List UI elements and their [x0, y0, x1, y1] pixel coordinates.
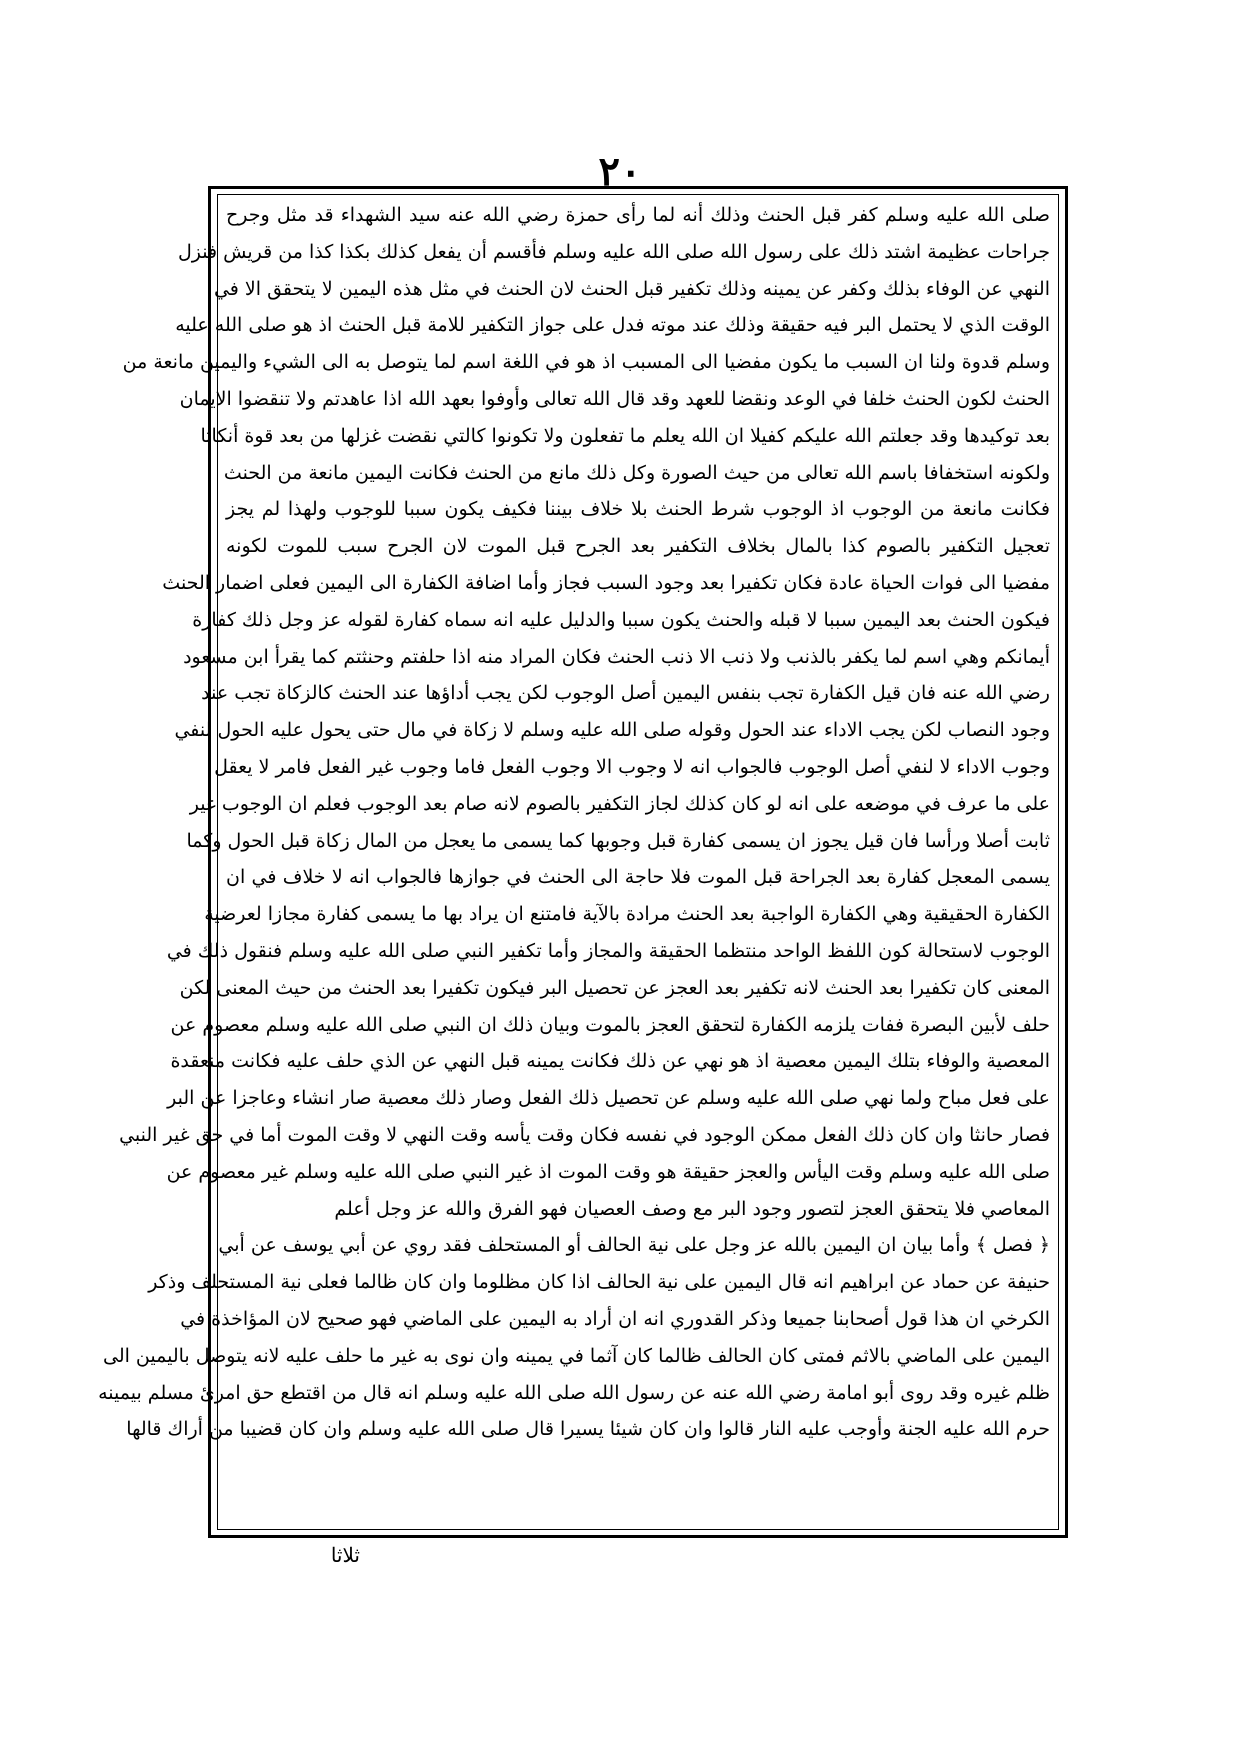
text-line: جراحات عظيمة اشتد ذلك على رسول الله صلى الله عليه وسلم فأقسم أن يفعل كذلك بكذا كذا من قريش فنزل	[178, 240, 1050, 263]
text-line: على ما عرف في موضعه على انه لو كان كذلك لجاز التكفير بالصوم لانه صام بعد الوجوب فعلم ان الوجوب غير	[189, 792, 1050, 815]
text-line: المعنى كان تكفيرا بعد الحنث لانه تكفير بعد العجز عن تحصيل البر فيكون تكفيرا بعد الحنث من حيث المعنى لكن	[179, 976, 1050, 999]
text-line: صلى الله عليه وسلم وقت اليأس والعجز حقيقة هو وقت الموت اذ غير النبي صلى الله عليه وسلم غير معصوم عن	[166, 1160, 1050, 1183]
text-line: وجود النصاب لكن يجب الاداء عند الحول وقوله صلى الله عليه وسلم لا زكاة في مال حتى يحول عليه الحول لنفي	[174, 719, 1050, 742]
text-line: ﴿ فصل ﴾ وأما بيان ان اليمين بالله عز وجل على نية الحالف أو المستحلف فقد روي عن أبي يوسف عن أبي	[218, 1234, 1050, 1257]
text-line: فصار حانثا وان كان ذلك الفعل ممكن الوجود في نفسه فكان وقت يأسه وقت النهي لا وقت الموت أما في حق غير النبي	[119, 1123, 1050, 1146]
text-line: فيكون الحنث بعد اليمين سببا لا قبله والحنث يكون سببا والدليل عليه انه سماه كفارة لقوله عز وجل ذلك كفارة	[192, 608, 1050, 631]
text-line: رضي الله عنه فان قيل الكفارة تجب بنفس اليمين أصل الوجوب لكن يجب أداؤها عند الحنث كالزكاة تجب عند	[201, 682, 1050, 705]
catchword: ثلاثا	[330, 1543, 360, 1567]
text-line: وجوب الاداء لا لنفي أصل الوجوب فالجواب انه لا وجوب الا وجوب الفعل فاما وجوب غير الفعل فامر لا يعقل	[214, 755, 1050, 778]
text-line: اليمين على الماضي بالاثم فمتى كان الحالف ظالما كان آثما في يمينه وان نوى به غير ما حلف عليه لانه يتوصل باليمين الى	[102, 1344, 1050, 1367]
text-line: حنيفة عن حماد عن ابراهيم انه قال اليمين على نية الحالف اذا كان مظلوما وان كان ظالما فعلى نية المستحلف وذكر	[148, 1271, 1050, 1294]
text-line: تعجيل التكفير بالصوم كذا بالمال بخلاف التكفير بعد الجرح قبل الموت لان الجرح سبب للموت لكونه	[226, 535, 1050, 558]
text-line: على فعل مباح ولما نهي صلى الله عليه وسلم عن تحصيل ذلك الفعل وصار ذلك معصية صار انشاء وعاجزا عن البر	[167, 1087, 1050, 1110]
text-line: الوجوب لاستحالة كون اللفظ الواحد منتظما الحقيقة والمجاز وأما تكفير النبي صلى الله عليه وسلم فنقول ذلك في	[166, 939, 1050, 962]
page-number: ٢٠	[598, 148, 642, 195]
text-block	[98, 194, 1059, 1530]
text-line: النهي عن الوفاء بذلك وكفر عن يمينه وذلك تكفير قبل الحنث لان الحنث في مثل هذه اليمين لا يتحقق الا في	[213, 277, 1050, 300]
text-line: مفضيا الى فوات الحياة عادة فكان تكفيرا بعد وجود السبب فجاز وأما اضافة الكفارة الى اليمين فعلى اضمار الحنث	[162, 571, 1050, 594]
text-line: المعصية والوفاء بتلك اليمين معصية اذ هو نهي عن ذلك فكانت يمينه قبل النهي عن الذي حلف عليه فكانت منعقدة	[170, 1050, 1050, 1073]
text-line: يسمى المعجل كفارة بعد الجراحة قبل الموت فلا حاجة الى الحنث في جوازها فالجواب انه لا خلاف في ان	[226, 866, 1050, 889]
text-line: فكانت مانعة من الوجوب اذ الوجوب شرط الحنث بلا خلاف بيننا فكيف يكون سببا للوجوب ولهذا لم يجز	[226, 498, 1050, 521]
text-line: الكرخي ان هذا قول أصحابنا جميعا وذكر القدوري انه ان أراد به اليمين على الماضي فهو صحيح لان المؤاخذة في	[180, 1307, 1050, 1330]
text-line: حلف لأبين البصرة ففات يلزمه الكفارة لتحقق العجز بالموت وبيان ذلك ان النبي صلى الله عليه وسلم معصوم عن	[170, 1013, 1050, 1036]
text-line: بعد توكيدها وقد جعلتم الله عليكم كفيلا ان الله يعلم ما تفعلون ولا تكونوا كالتي نقضت غزلها من بعد قوة أنكاثا	[200, 424, 1050, 447]
text-line: حرم الله عليه الجنة وأوجب عليه النار قالوا وان كان شيئا يسيرا قال صلى الله عليه وسلم وان كان قضيبا من أراك قالها	[126, 1418, 1050, 1441]
text-line: الكفارة الحقيقية وهي الكفارة الواجبة بعد الحنث مرادة بالآية فامتنع ان يراد بها ما يسمى كفارة مجازا لعرضية	[204, 903, 1050, 926]
text-line: صلى الله عليه وسلم كفر قبل الحنث وذلك أنه لما رأى حمزة رضي الله عنه سيد الشهداء قد مثل وجرح	[226, 204, 1050, 226]
text-line: أيمانكم وهي اسم لما يكفر بالذنب ولا ذنب الا ذنب الحنث فكان المراد منه اذا حلفتم وحنثتم كما يقرأ ابن مسعود	[183, 645, 1050, 668]
text-line: ولكونه استخفافا باسم الله تعالى من حيث الصورة وكل ذلك مانع من الحنث فكانت اليمين مانعة من الحنث	[223, 461, 1050, 484]
text-line: وسلم قدوة ولنا ان السبب ما يكون مفضيا الى المسبب اذ هو في اللغة اسم لما يتوصل به الى الشيء واليمين مانعة من	[122, 351, 1050, 374]
text-line: الوقت الذي لا يحتمل البر فيه حقيقة وذلك عند موته فدل على جواز التكفير للامة قبل الحنث اذ هو صلى الله عليه	[175, 314, 1050, 337]
text-line: الحنث لكون الحنث خلفا في الوعد ونقضا للعهد وقد قال الله تعالى وأوفوا بعهد الله اذا عاهدتم ولا تنقضوا الايمان	[179, 387, 1050, 410]
text-line: المعاصي فلا يتحقق العجز لتصور وجود البر مع وصف العصيان فهو الفرق والله عز وجل أعلم	[334, 1197, 1050, 1220]
text-line: ظلم غيره وقد روى أبو امامة رضي الله عنه عن رسول الله صلى الله عليه وسلم انه قال من اقتطع حق امرئ مسلم بيمينه	[98, 1381, 1050, 1404]
text-line: ثابت أصلا ورأسا فان قيل يجوز ان يسمى كفارة قبل وجوبها كما يسمى ما يعجل من المال زكاة قبل الحول وكما	[186, 829, 1050, 852]
text-lines	[98, 197, 1050, 1448]
